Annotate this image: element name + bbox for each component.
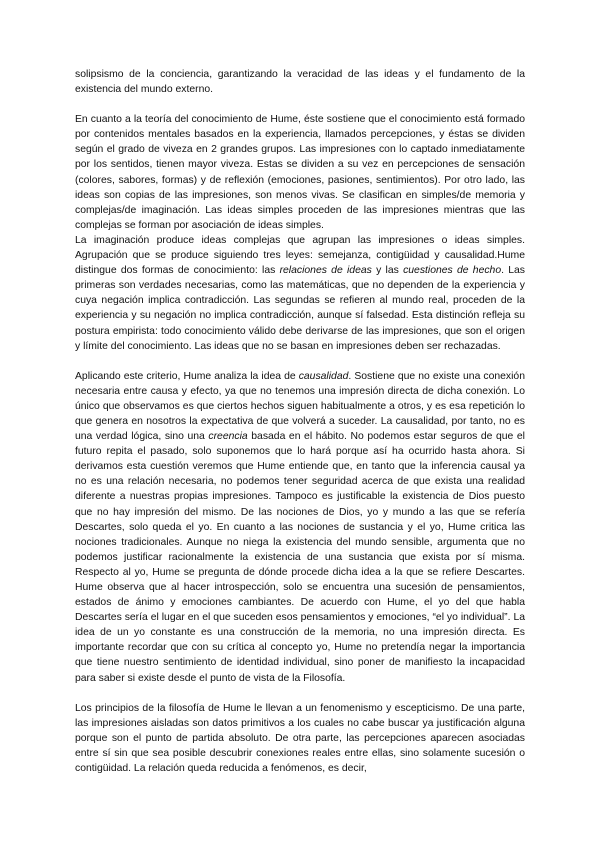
paragraph-teoria-conocimiento: En cuanto a la teoría del conocimiento de Hume, éste sostiene que el conocimiento está formado por contenidos mentales basados en la experiencia, llamados percepciones, y éstas se dividen según el grado de viveza en 2 grandes grupos. Las impresiones con lo captado inmediatamente por los sentidos, tienen mayor viveza. Estas se dividen a su vez en percepciones de sensación (colores, sabores, formas) y de reflexión (emociones, pasiones, sentimientos). Por otro lado, las ideas son copias de las impresiones, son menos vivas. Se clasifican en simples/de memoria y complejas/de imaginación. Las ideas simples proceden de las impresiones mientras que las complejas se forman por asociación de ideas simples.	[75, 114, 525, 231]
italic-term-cuestiones-de-hecho: cuestiones de hecho	[403, 265, 502, 277]
text-segment: La imaginación produce ideas complejas que agrupan las impresiones o ideas simples. Agrupación que se produce siguiendo tres leyes: semejanza, contigüidad y causalidad.Hume distingue dos formas de conocimiento: las	[75, 234, 525, 277]
text-segment: y las	[371, 265, 404, 277]
text-segment: . Las primeras son verdades necesarias, como las matemáticas, que no dependen de la experiencia y cuya negación implica contradicción. Las segundas se refieren al mundo real, proceden de la experiencia y su negación no implica contradicción, aunque sí falsedad. Esta distinción refleja su postura empirista: todo conocimiento válido debe derivarse de las impresiones, que son el origen y límite del conocimiento. Las ideas que no se basan en impresiones deben ser rechazadas.	[75, 265, 525, 352]
paragraph-causalidad	[75, 369, 525, 686]
italic-term-causalidad: causalidad	[298, 370, 349, 382]
text-segment: Aplicando este criterio, Hume analiza la idea de	[75, 370, 299, 382]
paragraph-fenomenismo: Los principios de la filosofía de Hume le llevan a un fenomenismo y escepticismo. De una parte, las impresiones aisladas son datos primitivos a los cuales no cabe buscar ya justificación alguna porque son el punto de partida absoluto. De otra parte, las percepciones aparecen asociadas entre sí sin que sea posible descubrir conexiones reales entre ellas, sino solamente sucesión o contigüidad. La relación queda reducida a fenómenos, es decir,	[75, 702, 525, 775]
paragraph-solipsismo: solipsismo de la conciencia, garantizando la veracidad de las ideas y el fundamento de la existencia del mundo externo.	[75, 69, 525, 96]
paragraph-imaginacion	[75, 233, 525, 354]
text-segment: . Sostiene que no existe una conexión necesaria entre causa y efecto, ya que no tenemos una impresión directa de dicha conexión. Lo único que observamos es que ciertos hechos siguen habitualmente a otros, y es esa repetición lo que genera en nosotros la expectativa de que volverá a suceder. La causalidad, por tanto, no es una verdad lógica, sino una	[75, 370, 525, 443]
italic-term-creencia: creencia	[208, 431, 248, 443]
document-page	[75, 67, 525, 776]
text-segment: basada en el hábito. No podemos estar seguros de que el futuro repita el pasado, solo suponemos que lo hará porque así ha ocurrido hasta ahora. Si derivamos esta cuestión veremos que Hume entiende que, en tanto que la inferencia causal ya no es una relación necesaria, no podemos tener seguridad acerca de que exista una realidad diferente a nuestras propias impresiones. Tampoco es justificable la existencia de Dios puesto que no hay impresión del mismo. De las nociones de Dios, yo y mundo a las que se refería Descartes, solo queda el yo. En cuanto a las nociones de sustancia y el yo, Hume critica las nociones tradicionales. Aunque no niega la existencia del mundo sensible, argumenta que no podemos justificar racionalmente la existencia de una sustancia que exista por sí misma. Respecto al yo, Hume se pregunta de dónde procede dicha idea a la que se refiere Descartes. Hume observa que al hacer introspección, solo se encuentra una sucesión de pensamientos, estados de ánimo y emociones cambiantes. De acuerdo con Hume, el yo del que habla Descartes sería el lugar en el que suceden esos pensamientos y emociones, “el yo individual”. La idea de un yo constante es una construcción de la memoria, no una impresión directa. Es importante recordar que con su crítica al concepto yo, Hume no pretendía negar la importancia que tiene nuestro sentimiento de identidad individual, sino poner de manifiesto la incapacidad para saber si existe desde el punto de vista de la Filosofía.	[75, 431, 525, 684]
italic-term-relaciones-de-ideas: relaciones de ideas	[279, 265, 372, 277]
